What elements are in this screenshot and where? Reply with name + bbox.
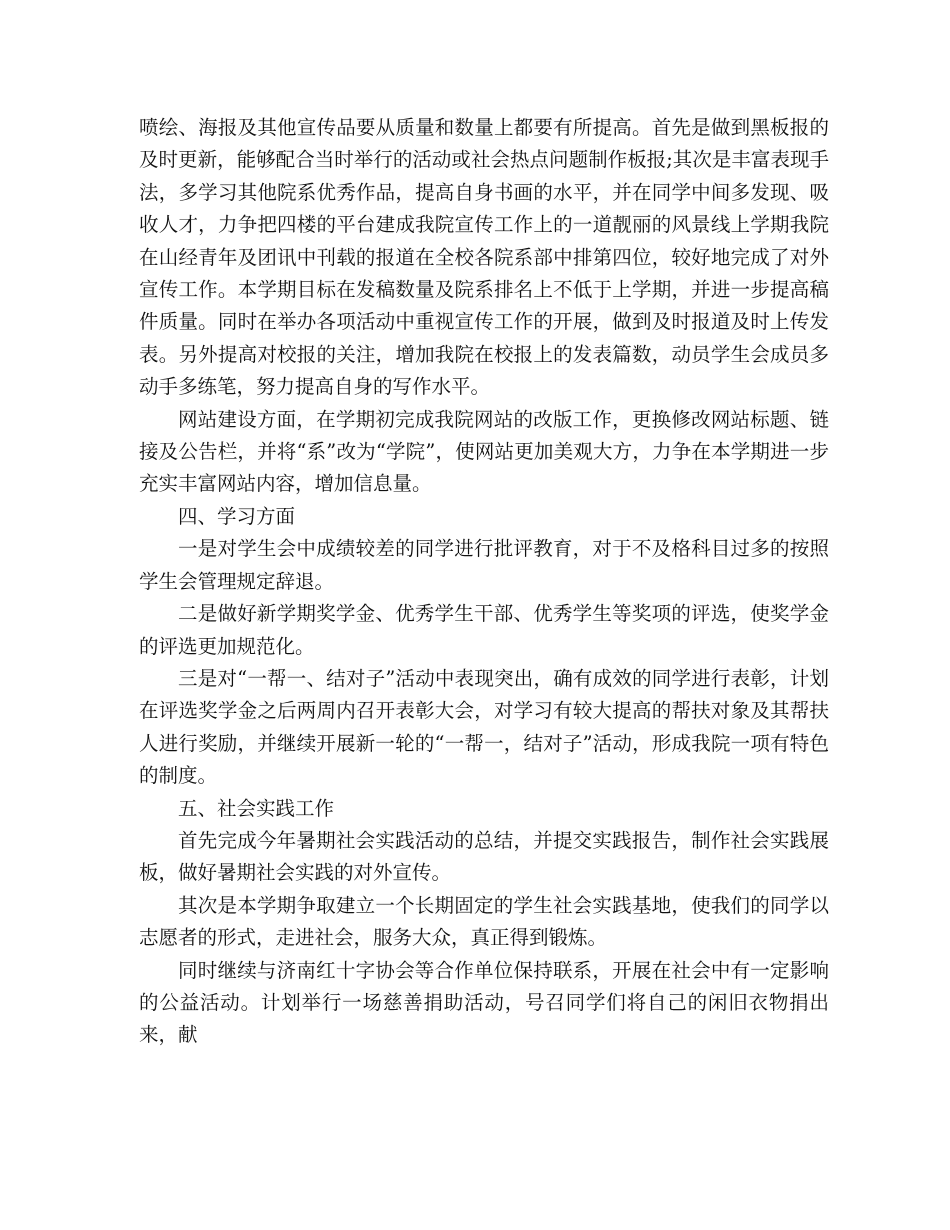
paragraph-website-construction: 网站建设方面，在学期初完成我院网站的改版工作，更换修改网站标题、链接及公告栏，并将“系”改为“学院”，使网站更加美观大方，力争在本学期进一步充实丰富网站内容，增加信息量。: [139, 407, 829, 496]
paragraph-study-item-3: 三是对“一帮一、结对子”活动中表现突出，确有成效的同学进行表彰，计划在评选奖学金之后两周内召开表彰大会，对学习有较大提高的帮扶对象及其帮扶人进行奖励，并继续开展新一轮的“一帮一，结对子”活动，形成我院一项有特色的制度。: [139, 666, 829, 788]
section-heading-social-practice: 五、社会实践工作: [178, 796, 335, 820]
paragraph-study-item-2: 二是做好新学期奖学金、优秀学生干部、优秀学生等奖项的评选，使奖学金的评选更加规范化。: [139, 602, 829, 658]
paragraph-publicity-work: 喷绘、海报及其他宣传品要从质量和数量上都要有所提高。首先是做到黑板报的及时更新，能够配合当时举行的活动或社会热点问题制作板报;其次是丰富表现手法，多学习其他院系优秀作品，提高自身书画的水平，并在同学中间多发现、吸收人才，力争把四楼的平台建成我院宣传工作上的一道靓丽的风景线上学期我院在山经青年及团讯中刊载的报道在全校各院系部中排第四位，较好地完成了对外宣传工作。本学期目标在发稿数量及院系排名上不低于上学期，并进一步提高稿件质量。同时在举办各项活动中重视宣传工作的开展，做到及时报道及时上传发表。另外提高对校报的关注，增加我院在校报上的发表篇数，动员学生会成员多动手多练笔，努力提高自身的写作水平。: [139, 116, 829, 399]
section-heading-study: 四、学习方面: [178, 504, 296, 528]
paragraph-practice-item-2: 其次是本学期争取建立一个长期固定的学生社会实践基地，使我们的同学以志愿者的形式，走进社会，服务大众，真正得到锻炼。: [139, 893, 829, 950]
paragraph-practice-item-3: 同时继续与济南红十字协会等合作单位保持联系，开展在社会中有一定影响的公益活动。计划举行一场慈善捐助活动，号召同学们将自己的闲旧衣物捐出来，献: [139, 958, 829, 1047]
document-body: [139, 112, 829, 1052]
paragraph-study-item-1: 一是对学生会中成绩较差的同学进行批评教育，对于不及格科目过多的按照学生会管理规定辞退。: [139, 537, 829, 593]
paragraph-practice-item-1: 首先完成今年暑期社会实践活动的总结，并提交实践报告，制作社会实践展板，做好暑期社会实践的对外宣传。: [139, 828, 829, 885]
